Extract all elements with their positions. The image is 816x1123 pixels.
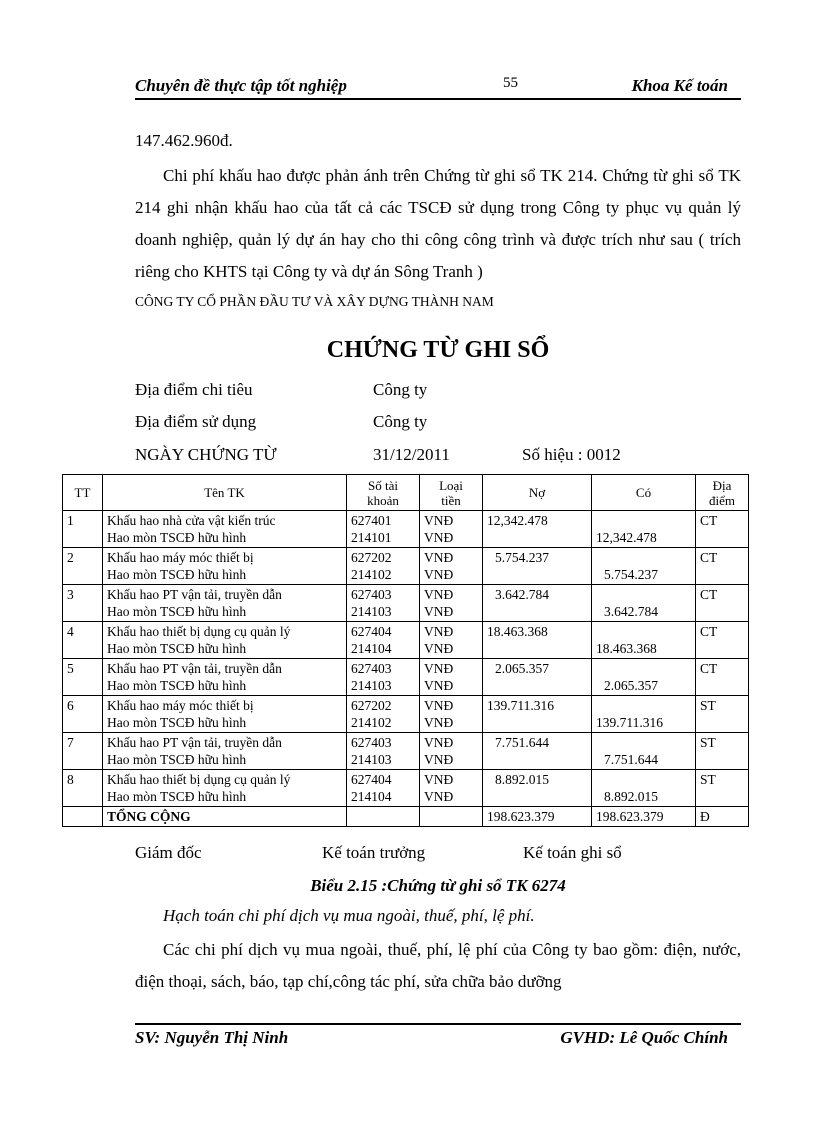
cell-name-line1: Khấu hao PT vận tải, truyền dẫn — [107, 587, 282, 602]
cell-location: CT — [696, 548, 749, 585]
cell-account — [347, 585, 420, 622]
table-row — [63, 696, 749, 733]
col-header-currency-line1: Loại — [439, 477, 463, 493]
cell-debit-value: 139.711.316 — [487, 698, 554, 713]
cell-tt: 3 — [63, 585, 103, 622]
cell-credit-value: 8.892.015 — [604, 789, 658, 804]
amount-line: 147.462.960đ. — [135, 131, 233, 150]
cell-tt: 4 — [63, 622, 103, 659]
figure-caption: Biểu 2.15 :Chứng từ ghi sổ TK 6274 — [310, 876, 566, 895]
cell-account-line1: 627401 — [351, 513, 392, 528]
voucher-number: Số hiệu : 0012 — [522, 445, 621, 464]
section-heading: Hạch toán chi phí dịch vụ mua ngoài, thuế, phí, lệ phí. — [163, 906, 535, 925]
cell-credit-value: 2.065.357 — [604, 678, 658, 693]
cell-credit-value: 12,342.478 — [596, 530, 657, 545]
cell-location: ST — [696, 733, 749, 770]
date-label: NGÀY CHỨNG TỪ — [135, 445, 277, 464]
cell-name-line2: Hao mòn TSCĐ hữu hình — [107, 604, 247, 619]
total-label: TỔNG CỘNG — [103, 807, 347, 827]
cell-tt: 8 — [63, 770, 103, 807]
col-header-currency — [420, 475, 483, 511]
table-row — [63, 585, 749, 622]
cell-name-line1: Khấu hao thiết bị dụng cụ quản lý — [107, 772, 291, 787]
cell-account-line1: 627403 — [351, 735, 392, 750]
cell-name-line2: Hao mòn TSCĐ hữu hình — [107, 789, 247, 804]
col-header-account — [347, 475, 420, 511]
voucher-table — [62, 474, 749, 827]
cell-location: CT — [696, 659, 749, 696]
cell-tt: 1 — [63, 511, 103, 548]
cell-name-line1: Khấu hao PT vận tải, truyền dẫn — [107, 735, 282, 750]
cell-location: ST — [696, 696, 749, 733]
cell-credit — [592, 511, 696, 548]
cell-currency — [420, 807, 483, 827]
cell-credit-value: 7.751.644 — [604, 752, 658, 767]
table-row — [63, 548, 749, 585]
cell-account — [347, 733, 420, 770]
cell-account-line2: 214104 — [351, 789, 392, 804]
cell-name — [103, 511, 347, 548]
field-value-use-location: Công ty — [373, 412, 428, 431]
col-header-debit: Nợ — [483, 475, 592, 511]
cell-name-line1: Khấu hao PT vận tải, truyền dẫn — [107, 661, 282, 676]
cell-debit — [483, 733, 592, 770]
cell-credit-value: 139.711.316 — [596, 715, 663, 730]
col-header-location-line2: điểm — [709, 492, 735, 508]
cell-name — [103, 770, 347, 807]
cell-credit — [592, 770, 696, 807]
cell-debit-value: 8.892.015 — [495, 772, 549, 787]
table-row — [63, 770, 749, 807]
cell-account-line1: 627404 — [351, 624, 392, 639]
total-debit: 198.623.379 — [483, 807, 592, 827]
cell-currency-line1: VNĐ — [424, 513, 454, 528]
cell-currency-line2: VNĐ — [424, 604, 454, 619]
cell-currency-line1: VNĐ — [424, 735, 454, 750]
cell-name — [103, 659, 347, 696]
table-row — [63, 733, 749, 770]
cell-account — [347, 659, 420, 696]
cell-account-line2: 214103 — [351, 678, 392, 693]
cell-currency-line2: VNĐ — [424, 715, 454, 730]
cell-name-line2: Hao mòn TSCĐ hữu hình — [107, 678, 247, 693]
cell-name — [103, 733, 347, 770]
cell-debit-value: 12,342.478 — [487, 513, 548, 528]
cell-currency — [420, 659, 483, 696]
col-header-name: Tên TK — [103, 475, 347, 511]
col-header-tt: TT — [63, 475, 103, 511]
signature-director: Giám đốc — [135, 843, 202, 862]
cell-currency-line2: VNĐ — [424, 530, 454, 545]
cell-currency-line1: VNĐ — [424, 698, 454, 713]
date-value: 31/12/2011 — [373, 445, 450, 464]
cell-debit-value: 5.754.237 — [495, 550, 549, 565]
cell-account-line2: 214102 — [351, 567, 392, 582]
cell-account-line2: 214101 — [351, 530, 392, 545]
cell-name — [103, 548, 347, 585]
cell-debit-value: 3.642.784 — [495, 587, 549, 602]
total-location: Đ — [696, 807, 749, 827]
cell-currency — [420, 548, 483, 585]
cell-credit — [592, 659, 696, 696]
cell-name-line2: Hao mòn TSCĐ hữu hình — [107, 715, 247, 730]
cell-credit-value: 18.463.368 — [596, 641, 657, 656]
footer-student: SV: Nguyễn Thị Ninh — [135, 1028, 289, 1047]
cell-currency-line1: VNĐ — [424, 587, 454, 602]
cell-account — [347, 696, 420, 733]
col-header-currency-line2: tiền — [441, 492, 461, 508]
cell-credit — [592, 733, 696, 770]
cell-debit — [483, 548, 592, 585]
cell-location: CT — [696, 622, 749, 659]
cell-currency-line1: VNĐ — [424, 624, 454, 639]
signature-bookkeeper: Kế toán ghi sổ — [523, 843, 622, 862]
cell-tt: 7 — [63, 733, 103, 770]
table-header-row — [63, 475, 749, 511]
cell-account-line1: 627403 — [351, 587, 392, 602]
cell-account — [347, 770, 420, 807]
cell-debit — [483, 659, 592, 696]
cell-name-line1: Khấu hao thiết bị dụng cụ quản lý — [107, 624, 291, 639]
cell-account-line2: 214103 — [351, 604, 392, 619]
cell-currency — [420, 622, 483, 659]
table-row — [63, 659, 749, 696]
cell-name — [103, 585, 347, 622]
cell-name-line1: Khấu hao máy móc thiết bị — [107, 550, 254, 565]
cell-debit — [483, 622, 592, 659]
cell-currency-line1: VNĐ — [424, 661, 454, 676]
cell-currency-line2: VNĐ — [424, 678, 454, 693]
cell-currency — [420, 585, 483, 622]
cell-name-line2: Hao mòn TSCĐ hữu hình — [107, 752, 247, 767]
cell-tt — [63, 807, 103, 827]
table-total-row — [63, 807, 749, 827]
cell-account — [347, 548, 420, 585]
cell-currency — [420, 511, 483, 548]
cell-credit — [592, 585, 696, 622]
cell-name-line1: Khấu hao nhà cửa vật kiến trúc — [107, 513, 276, 528]
cell-account-line2: 214102 — [351, 715, 392, 730]
signature-chief-accountant: Kế toán trưởng — [322, 843, 426, 862]
cell-account-line1: 627404 — [351, 772, 392, 787]
cell-name — [103, 622, 347, 659]
intro-paragraph: Chi phí khấu hao được phản ánh trên Chứng từ ghi sổ TK 214. Chứng từ ghi sổ TK 214 ghi nhận khấu hao của tất cả các TSCĐ sử dụng trong Công ty phục vụ quản lý doanh nghiệp, quản lý dự án hay cho thi công công trình và được trích như sau ( trích riêng cho KHTS tại Công ty và dự án Sông Tranh ) — [135, 166, 741, 281]
cell-credit — [592, 548, 696, 585]
cell-debit-value: 7.751.644 — [495, 735, 549, 750]
cell-credit — [592, 696, 696, 733]
company-name: CÔNG TY CỔ PHẦN ĐẦU TƯ VÀ XÂY DỰNG THÀNH NAM — [135, 294, 494, 309]
cell-name-line2: Hao mòn TSCĐ hữu hình — [107, 641, 247, 656]
cell-credit-value: 3.642.784 — [604, 604, 658, 619]
footer-rule — [135, 1023, 741, 1025]
cell-account — [347, 511, 420, 548]
cell-credit-value: 5.754.237 — [604, 567, 658, 582]
cell-account — [347, 807, 420, 827]
cell-account-line2: 214104 — [351, 641, 392, 656]
header-department: Khoa Kế toán — [631, 76, 728, 95]
cell-location: CT — [696, 511, 749, 548]
cell-credit — [592, 622, 696, 659]
cell-tt: 6 — [63, 696, 103, 733]
voucher-title: CHỨNG TỪ GHI SỔ — [326, 337, 550, 363]
cell-account — [347, 622, 420, 659]
cell-debit — [483, 585, 592, 622]
cell-currency-line2: VNĐ — [424, 752, 454, 767]
cell-name — [103, 696, 347, 733]
field-label-use-location: Địa điểm sử dụng — [135, 412, 257, 431]
cell-currency-line1: VNĐ — [424, 772, 454, 787]
cell-currency — [420, 733, 483, 770]
cell-debit — [483, 511, 592, 548]
total-credit: 198.623.379 — [592, 807, 696, 827]
cell-location: CT — [696, 585, 749, 622]
table-row — [63, 622, 749, 659]
cell-currency — [420, 770, 483, 807]
cell-name-line2: Hao mòn TSCĐ hữu hình — [107, 567, 247, 582]
col-header-account-line2: khoản — [367, 492, 399, 508]
cell-location: ST — [696, 770, 749, 807]
field-value-spend-location: Công ty — [373, 380, 428, 399]
cell-currency-line1: VNĐ — [424, 550, 454, 565]
cell-currency-line2: VNĐ — [424, 567, 454, 582]
page-number: 55 — [503, 75, 518, 91]
cell-account-line1: 627202 — [351, 698, 392, 713]
cell-tt: 2 — [63, 548, 103, 585]
table-row — [63, 511, 749, 548]
col-header-credit: Có — [592, 475, 696, 511]
cell-name-line2: Hao mòn TSCĐ hữu hình — [107, 530, 247, 545]
cell-account-line1: 627403 — [351, 661, 392, 676]
header-title: Chuyên đề thực tập tốt nghiệp — [135, 76, 347, 95]
cell-currency-line2: VNĐ — [424, 789, 454, 804]
header-rule — [135, 98, 741, 100]
cell-debit-value: 18.463.368 — [487, 624, 548, 639]
col-header-location — [696, 475, 749, 511]
cell-tt: 5 — [63, 659, 103, 696]
footer-advisor: GVHD: Lê Quốc Chính — [560, 1028, 728, 1047]
cell-currency-line2: VNĐ — [424, 641, 454, 656]
col-header-account-line1: Số tài — [368, 477, 398, 493]
cell-debit — [483, 696, 592, 733]
cell-name-line1: Khấu hao máy móc thiết bị — [107, 698, 254, 713]
cell-debit — [483, 770, 592, 807]
cell-account-line2: 214103 — [351, 752, 392, 767]
field-label-spend-location: Địa điểm chi tiêu — [135, 380, 253, 399]
cell-account-line1: 627202 — [351, 550, 392, 565]
closing-paragraph: Các chi phí dịch vụ mua ngoài, thuế, phí, lệ phí của Công ty bao gồm: điện, nước, điện thoại, sách, báo, tạp chí,công tác phí, sửa chữa bảo dưỡng — [135, 940, 741, 991]
cell-debit-value: 2.065.357 — [495, 661, 549, 676]
cell-currency — [420, 696, 483, 733]
col-header-location-line1: Địa — [712, 477, 732, 493]
